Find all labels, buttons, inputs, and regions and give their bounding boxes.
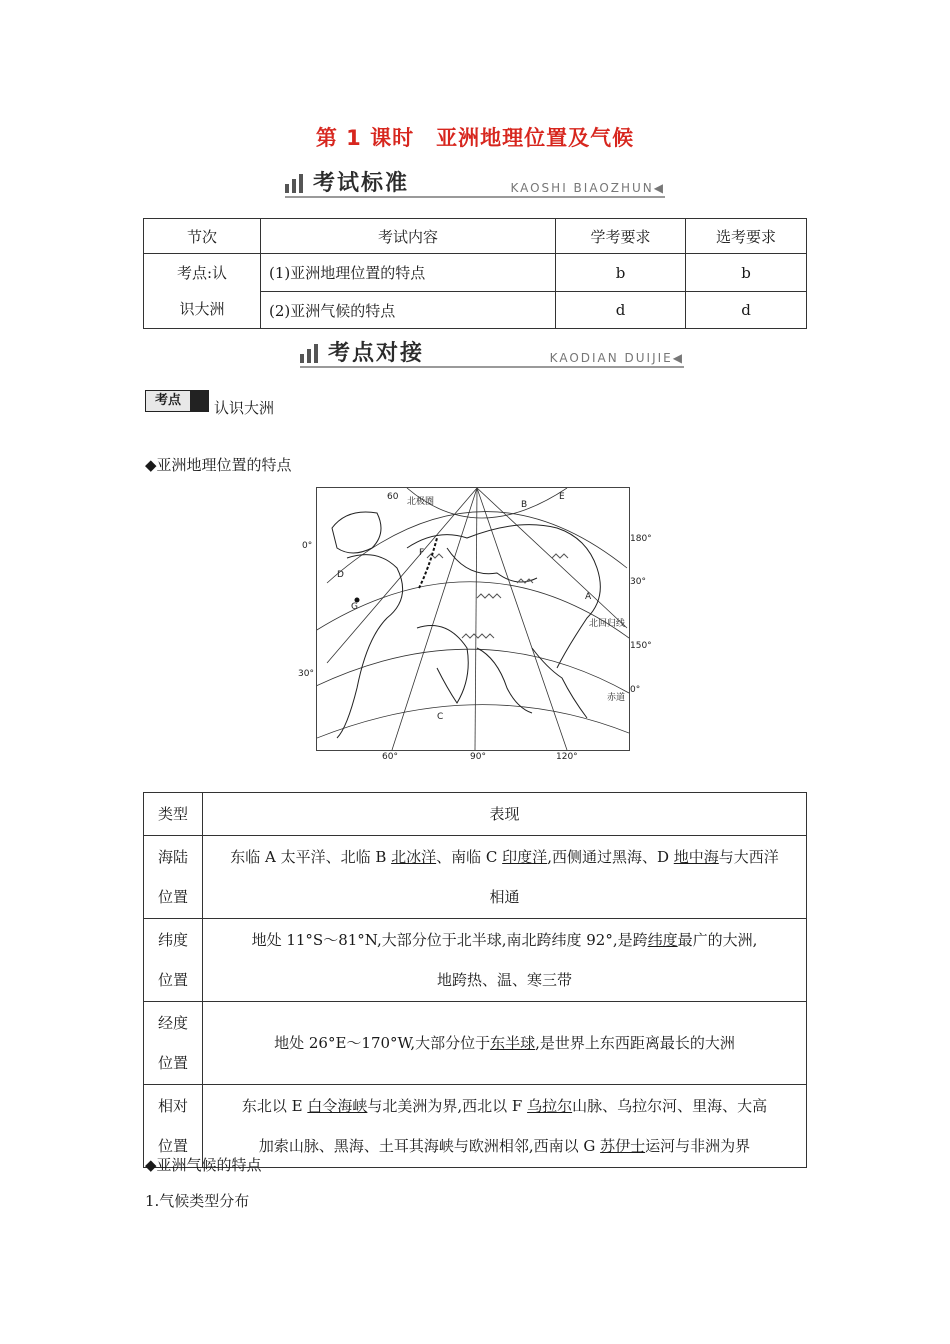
type-cell	[144, 919, 203, 1002]
content-line	[213, 1126, 796, 1166]
map-label-lat30-right: 30°	[630, 577, 646, 587]
standards-table	[143, 218, 807, 329]
xuekao-cell: b	[556, 254, 686, 292]
heading-location: ◆亚洲地理位置的特点	[145, 456, 292, 474]
header-cell: 节次	[144, 219, 261, 254]
text: 最广的大洲,	[677, 931, 758, 949]
text: 东临 A 太平洋、北临 B	[230, 848, 392, 866]
answer-underline: 东半球	[490, 1034, 536, 1052]
type-line: 海陆	[157, 848, 188, 866]
features-table	[143, 792, 807, 1168]
bar-chart-icon	[285, 174, 303, 193]
kaodian-tag-block	[191, 390, 209, 412]
meridian-90	[475, 488, 477, 750]
map-label-a: A	[585, 592, 592, 602]
section-cell	[144, 254, 261, 329]
map-label-lat30-left: 30°	[298, 669, 314, 679]
map-label-g: G	[351, 602, 358, 612]
content-line: 相通	[489, 888, 520, 906]
map-label-lon150: 150°	[630, 641, 652, 651]
text: 、南临 C	[436, 848, 503, 866]
map-label-b: B	[521, 500, 528, 510]
header-cell: 考试内容	[261, 219, 556, 254]
header-cell: 表现	[203, 793, 807, 836]
section-cell-line: 识大洲	[179, 300, 225, 318]
content-line	[213, 920, 796, 960]
type-line: 相对	[157, 1097, 188, 1115]
meridian-60	[392, 488, 477, 750]
map-label-lat0: 0°	[630, 685, 641, 695]
map-label-f: F	[419, 548, 425, 558]
text: 与大西洋	[718, 848, 779, 866]
type-cell	[144, 1002, 203, 1085]
kaodian-tag	[145, 390, 209, 412]
text: ,西侧通过黑海、D	[547, 848, 674, 866]
section-banner-kaodian	[300, 338, 684, 368]
map-label-lon120: 120°	[556, 752, 578, 762]
heading-climate: ◆亚洲气候的特点	[145, 1156, 262, 1174]
asia-map-graphic	[317, 488, 629, 750]
type-line: 位置	[157, 1137, 188, 1155]
map-label-c: C	[437, 712, 444, 722]
kaodian-tag-text: 考点	[145, 390, 191, 412]
content-line: 地跨热、温、寒三带	[436, 971, 572, 989]
answer-underline: 苏伊士	[600, 1137, 646, 1155]
text: 与北美洲为界,西北以 F	[367, 1097, 528, 1115]
map-label-lon180: 180°	[630, 534, 652, 544]
section-title: 考点对接	[328, 341, 425, 366]
xuankao-cell: b	[686, 254, 807, 292]
map-label-lon0: 0°	[302, 541, 313, 551]
map-label-tropic: 北回归线	[589, 619, 626, 629]
kaodian-label: 认识大洲	[214, 399, 275, 417]
latitude-arc	[317, 582, 629, 638]
text: 地处 11°S～81°N,大部分位于北半球,南北跨纬度 92°,是跨	[251, 931, 648, 949]
answer-underline: 印度洋	[502, 848, 548, 866]
text: 东北以 E	[241, 1097, 308, 1115]
header-cell: 类型	[144, 793, 203, 836]
content-line	[213, 1086, 796, 1126]
xuekao-cell: d	[556, 292, 686, 329]
map-label-d: D	[337, 570, 344, 580]
type-line: 经度	[157, 1014, 188, 1032]
map-label-e: E	[559, 492, 565, 502]
answer-underline: 地中海	[673, 848, 719, 866]
type-line: 位置	[157, 971, 188, 989]
asia-map	[316, 487, 630, 751]
text: 加索山脉、黑海、土耳其海峡与欧洲相邻,西南以 G	[258, 1137, 601, 1155]
sub-heading-climate-types: 1.气候类型分布	[145, 1192, 250, 1210]
type-cell	[144, 836, 203, 919]
section-pinyin: KAOSHI BIAOZHUN◀	[510, 181, 665, 195]
map-label-equator: 赤道	[607, 693, 626, 703]
section-banner-exam-standards	[285, 168, 665, 198]
type-line: 位置	[157, 1054, 188, 1072]
lesson-title: 第 1 课时 亚洲地理位置及气候	[315, 126, 635, 150]
section-title: 考试标准	[313, 171, 410, 196]
bar-chart-icon	[300, 344, 318, 363]
header-cell: 选考要求	[686, 219, 807, 254]
answer-underline: 北冰洋	[391, 848, 437, 866]
section-rule	[300, 366, 684, 368]
text: 运河与非洲为界	[645, 1137, 751, 1155]
section-pinyin: KAODIAN DUIJIE◀	[549, 351, 684, 365]
content-cell	[203, 1002, 807, 1085]
text: 地处 26°E～170°W,大部分位于	[274, 1034, 491, 1052]
content-line	[213, 837, 796, 877]
section-cell-line: 考点:认	[176, 264, 228, 282]
content-cell	[203, 1085, 807, 1168]
type-line: 纬度	[157, 931, 188, 949]
content-line	[213, 1023, 796, 1063]
text: 山脉、乌拉尔河、里海、大高	[572, 1097, 768, 1115]
map-label-arctic: 北极圈	[407, 497, 435, 507]
map-label-lon90: 90°	[470, 752, 486, 762]
text: ,是世界上东西距离最长的大洲	[535, 1034, 735, 1052]
answer-underline: 纬度	[647, 931, 678, 949]
content-cell	[203, 836, 807, 919]
map-label-lon60: 60°	[382, 752, 398, 762]
header-cell: 学考要求	[556, 219, 686, 254]
latitude-arc	[317, 705, 629, 740]
answer-underline: 乌拉尔	[527, 1097, 573, 1115]
type-line: 位置	[157, 888, 188, 906]
content-cell: (2)亚洲气候的特点	[261, 292, 556, 329]
answer-underline: 白令海峡	[307, 1097, 368, 1115]
xuankao-cell: d	[686, 292, 807, 329]
content-cell: (1)亚洲地理位置的特点	[261, 254, 556, 292]
latitude-arc	[317, 649, 629, 693]
content-cell	[203, 919, 807, 1002]
section-rule	[285, 196, 665, 198]
map-label-lat60: 60	[387, 492, 399, 502]
